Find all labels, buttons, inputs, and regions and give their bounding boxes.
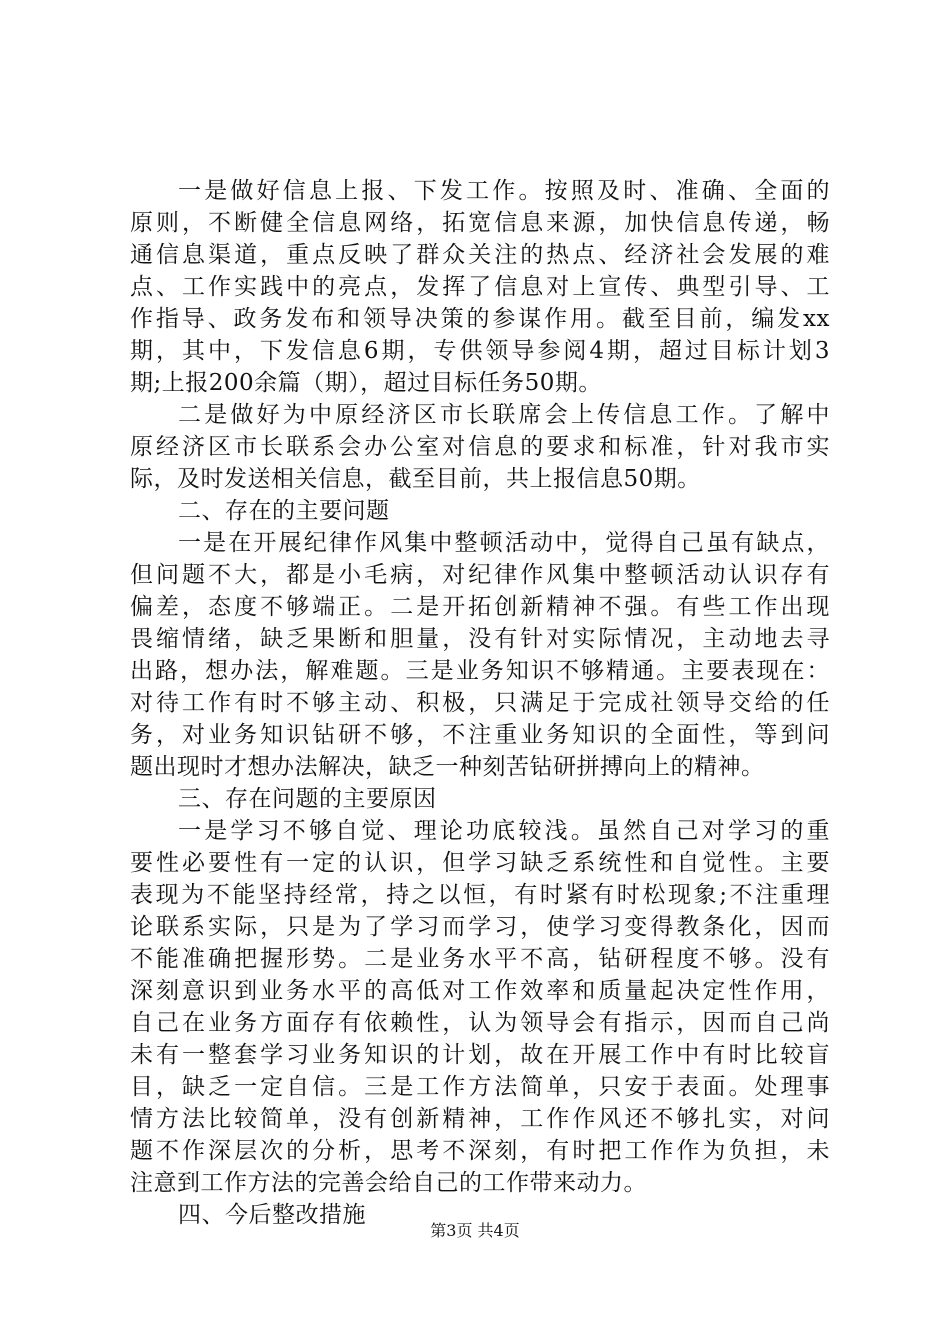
paragraph-mayors-meeting (130, 399, 830, 495)
text-line: 不能准确把握形势。二是业务水平不高，钻研程度不够。没有 (130, 946, 830, 972)
text-line: 作指导、政务发布和领导决策的参谋作用。截至目前，编发xx (130, 306, 830, 332)
document-body (130, 175, 830, 1231)
text-line: 务，对业务知识钻研不够，不注重业务知识的全面性，等到问 (130, 722, 830, 748)
text-line: 原则，不断健全信息网络，拓宽信息来源，加快信息传递，畅 (130, 210, 830, 236)
text-line: 注意到工作方法的完善会给自己的工作带来动力。 (130, 1170, 647, 1196)
text-line: 自己在业务方面存有依赖性，认为领导会有指示，因而自己尚 (130, 1010, 830, 1036)
text-line: 要性必要性有一定的认识，但学习缺乏系统性和自觉性。主要 (130, 850, 830, 876)
text-line: 表现为不能坚持经常，持之以恒，有时紧有时松现象;不注重理 (130, 882, 830, 908)
text-line: 偏差，态度不够端正。二是开拓创新精神不强。有些工作出现 (130, 594, 830, 620)
text-line: 但问题不大，都是小毛病，对纪律作风集中整顿活动认识存有 (130, 562, 830, 588)
text-line: 情方法比较简单，没有创新精神，工作作风还不够扎实，对问 (130, 1106, 830, 1132)
heading-text: 四、今后整改措施 (178, 1202, 366, 1228)
text-line: 畏缩情绪，缺乏果断和胆量，没有针对实际情况，主动地去寻 (130, 626, 830, 652)
text-line: 期;上报200余篇（期），超过目标任务50期。 (130, 370, 602, 396)
paragraph-info-reporting (130, 175, 830, 399)
text-line: 未有一整套学习业务知识的计划，故在开展工作中有时比较盲 (130, 1042, 830, 1068)
text-line: 对待工作有时不够主动、积极，只满足于完成社领导交给的任 (130, 690, 830, 716)
paragraph-problems (130, 527, 830, 783)
text-line: 一是做好信息上报、下发工作。按照及时、准确、全面的 (178, 178, 830, 204)
text-line: 出路，想办法，解难题。三是业务知识不够精通。主要表现在： (130, 658, 830, 684)
text-line: 际，及时发送相关信息，截至目前，共上报信息50期。 (130, 466, 701, 492)
text-line: 题不作深层次的分析，思考不深刻，有时把工作作为负担，未 (130, 1138, 830, 1164)
text-line: 目，缺乏一定自信。三是工作方法简单，只安于表面。处理事 (130, 1074, 830, 1100)
section-heading-main-causes (130, 783, 830, 815)
text-line: 通信息渠道，重点反映了群众关注的热点、经济社会发展的难 (130, 242, 830, 268)
text-line: 二是做好为中原经济区市长联席会上传信息工作。了解中 (178, 402, 830, 428)
text-line: 论联系实际，只是为了学习而学习，使学习变得教条化，因而 (130, 914, 830, 940)
heading-text: 二、存在的主要问题 (178, 498, 390, 524)
text-line: 深刻意识到业务水平的高低对工作效率和质量起决定性作用， (130, 978, 830, 1004)
heading-text: 三、存在问题的主要原因 (178, 786, 437, 812)
text-line: 期，其中，下发信息6期，专供领导参阅4期，超过目标计划3 (130, 338, 830, 364)
text-line: 题出现时才想办法解决，缺乏一种刻苦钻研拼搏向上的精神。 (130, 754, 765, 780)
text-line: 原经济区市长联系会办公室对信息的要求和标准，针对我市实 (130, 434, 830, 460)
text-line: 一是学习不够自觉、理论功底较浅。虽然自己对学习的重 (178, 818, 830, 844)
text-line: 点、工作实践中的亮点，发挥了信息对上宣传、典型引导、工 (130, 274, 830, 300)
page-number-footer: 第3页 共4页 (430, 1221, 520, 1240)
paragraph-causes (130, 815, 830, 1199)
text-line: 一是在开展纪律作风集中整顿活动中，觉得自己虽有缺点， (178, 530, 830, 556)
section-heading-main-problems (130, 495, 830, 527)
